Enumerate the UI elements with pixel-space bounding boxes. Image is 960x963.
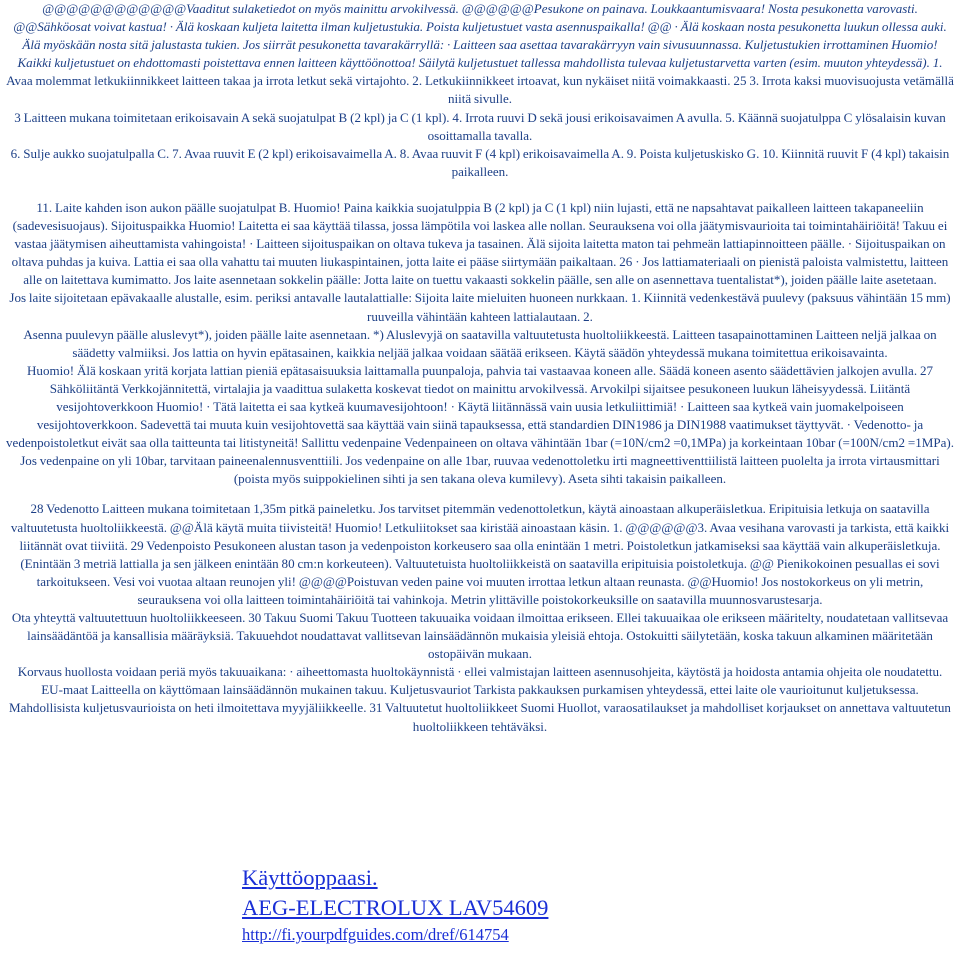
spacer <box>6 181 954 199</box>
document-page <box>6 0 954 963</box>
text-water-inlet-drain: 28 Vedenotto Laitteen mukana toimitetaan 1,35m pitkä paineletku. Jos tarvitset pitemmän vedenottoletkun, käytä ainoastaan alkuperäisletkua. Eripituisia letkuja on saatavilla valtuutetusta huoltoliikkeestä. @@Älä käytä muita tiivisteitä! Huomio! Letkuliitokset saa kiristää ainoastaan käsin. 1. @@@@@@3. Avaa vesihana varovasti ja tarkista, että kaikki liitännät ovat tiiviitä. 29 Vedenpoisto Pesukoneen alustan tason ja vedenpoiston korkeusero saa olla enintään 1 metri. Poistoletkun jatkamiseksi saa käyttää vain alkuperäisletkuja. (Enintään 3 metriä lattialla ja sen jälkeen enintään 80 cm:n korkeuteen). Valtuutetuista huoltoliikkeistä on saatavilla eripituisia poistoletkuja. @@ Pienikokoinen pesuallas ei sovi tarkoitukseen. Vesi voi vuotaa altaan reunojen yli! @@@@Poistuvan veden paine voi muuten irrottaa letkun altaan reunasta. @@Huomio! Jos nostokorkeus on yli metrin, seurauksena voi olla laitteen toimintahäiriöitä tai vahinkoja. Metrin ylittäville poistokorkeuksille on saatavilla muunnosvarustesarja. <box>10 501 950 607</box>
manual-title-link[interactable]: Käyttöoppaasi. <box>242 865 378 890</box>
text-electrical-water: Huomio! Älä koskaan yritä korjata lattian pieniä epätasaisuuksia laittamalla puunpaloja, pahvia tai vastaavaa koneen alle. Säädä koneen asento säädettävien jalkojen avulla. 27 Sähköliitäntä Verkkojännitettä, virtalajia ja vaadittua sulaketta koskevat tiedot on mainittu arvokilvessä. Arvokilpi sijaitsee pesukoneen luukun läheisyydessä. Liitäntä vesijohtoverkkoon Huomio! · Tätä laitetta ei saa kytkeä kuumavesijohtoon! · Käytä liitännässä vain uusia letkuliittimiä! · Laitteen saa kytkeä vain juomakelpoiseen vesijohtoverkkoon. Sadevettä tai muuta kuin vesijohtovettä saa käyttää vain siinä tapauksessa, että standardien DIN1986 ja DIN1988 vaatimukset täyttyvät. · Vedenotto- ja vedenpoistoletkut eivät saa olla taitteunta tai litistyneitä! Sallittu vedenpaine Vedenpaineen on oltava vähintään 1bar (=10N/cm2 =0,1MPa) ja korkeintaan 10bar (=100N/cm2 =1MPa). Jos vedenpaine on yli 10bar, tarvitaan paineenalennusventtiili. Jos vedenpaine on alle 1bar, ruuvaa vedenottoletku irti magneettiventtiilistä laitteen puolelta ja irrota virtausmittari (poista myös suippokielinen sihti ja sen takana oleva kumilevy). Aseta sihti takaisin paikalleen. <box>6 362 954 487</box>
text-leveling: Asenna puulevyn päälle aluslevyt*), joiden päälle laite asennetaan. *) Aluslevyjä on saatavilla valtuutetusta huoltoliikkeestä. Laitteen tasapainottaminen Laitteen neljä jalkaa on säädetty valmiiksi. Jos lattia on hyvin epätasainen, kaikkia neljää jalkaa voidaan säätää erikseen. Käytä säädön yhteydessä mukana toimitettua erikoisavainta. <box>23 326 937 360</box>
text-hose-clips: Avaa molemmat letkukiinnikkeet laitteen takaa ja irrota letkut sekä virtajohto. 2. Letkukiinnikkeet irtoavat, kun nykäiset niitä voimakkaasti. 25 3. Irrota kaksi muovisuojusta vetämällä niitä sivulle. <box>6 73 954 107</box>
footer-links <box>242 863 762 946</box>
text-service: Korvaus huollosta voidaan periä myös takuuaikana: · aiheettomasta huoltokäynnistä · ellei valmistajan laitteen asennusohjeita, käytöstä ja hoidosta antamia ohjeita ole noudatettu. EU-maat Laitteella on käyttömaan lainsäädännön mukainen takuu. Kuljetusvauriot Tarkista pakkauksen purkamisen yhteydessä, ettei laite ole vaurioitunut kuljetuksessa. Mahdollisista kuljetusvaurioista on heti ilmoitettava myyjäliikkeelle. 31 Valtuutetut huoltoliikkeet Suomi Huollot, varaosatilaukset ja mahdolliset korjaukset on annettava valtuutetun huoltoliikkeen tehtäväksi. <box>9 664 951 734</box>
text-unstable-floor: Jos laite sijoitetaan epävakaalle alustalle, esim. periksi antavalle lautalattialle: Sijoita laite mieluiten huoneen nurkkaan. 1. Kiinnitä vedenkestävä puulevy (paksuus vähintään 15 mm) ruuveilla vähintään kahteen lattialautaan. 2. <box>9 290 951 324</box>
model-link[interactable]: AEG-ELECTROLUX LAV54609 <box>242 895 549 920</box>
spacer <box>6 488 954 500</box>
text-screws-removal: 6. Sulje aukko suojatulpalla C. 7. Avaa ruuvit E (2 kpl) erikoisavaimella A. 8. Avaa ruuvit F (4 kpl) erikoisavaimella A. 9. Poista kuljetuskisko G. 10. Kiinnitä ruuvit F (4 kpl) takaisin paikalleen. <box>10 145 950 179</box>
source-url-link[interactable]: http://fi.yourpdfguides.com/dref/614754 <box>242 925 509 944</box>
text-warranty: Ota yhteyttä valtuutettuun huoltoliikkeeseen. 30 Takuu Suomi Takuu Tuotteen takuuaika voidaan ilmoittaa erikseen. Ellei takuuaikaa ole erikseen määritelty, noudatetaan vallitsevaa lainsäädäntöä ja kansallisia määräyksiä. Takuuehdot noudattavat vallitsevan lainsäädännön mukaisia yleisiä ehtoja. Ostokuitti säilytetään, koska takuun alkaminen määritetään ostopäivän mukaan. <box>11 610 949 662</box>
text-safety-transport: @@@@@@@@@@@@Vaaditut sulaketiedot on myös mainittu arvokilvessä. @@@@@@Pesukone on painava. Loukkaantumisvaara! Nosta pesukonetta varovasti. @@Sähköosat voivat kastua! · Älä koskaan kuljeta laitetta ilman kuljetustukia. Poista kuljetustuet vasta asennuspaikalla! @@ · Älä koskaan nosta pesukonetta luukun ollessa auki. Älä myöskään nosta sitä jalustasta tukien. Jos siirrät pesukonetta tavarakärryllä: · Laitteen saa asettaa tavarakärryyn vain sivusuunnassa. Kuljetustukien irrottaminen Huomio! Kaikki kuljetustuet on ehdottomasti poistettava ennen laitteen käyttöönottoa! Säilytä kuljetustuet tallessa mahdollista tulevaa kuljetustarvetta varten (esim. muuton yhteydessä). 1. <box>13 1 947 71</box>
text-placement: 11. Laite kahden ison aukon päälle suojatulpat B. Huomio! Paina kaikkia suojatulppia B (2 kpl) ja C (1 kpl) niin lujasti, että ne napsahtavat paikalleen laitteen takapaneeliin (sadevesisuojaus). Sijoituspaikka Huomio! Laitetta ei saa käyttää tilassa, jossa lämpötila voi laskea alle nollan. Seurauksena voi olla jäätymisvaurioita tai toimintahäiriöitä! Takuu ei vastaa jäätymisen aiheuttamista vahingoista! · Laitteen sijoituspaikan on oltava tukeva ja tasainen. Älä sijoita laitetta maton tai pehmeän lattiapinnoitteen päälle. · Sijoituspaikan on oltava puhdas ja kuiva. Lattia ei saa olla vahattu tai muuten liukaspintainen, jotta laite ei pääse siirtymään paikaltaan. 26 · Jos lattiamateriaali on pienistä paloista valmistettu, laitteen alle on laitettava kumimatto. Jos laite asennetaan sokkelin päälle: Jotta laite on tuettu vakaasti sokkelin päälle, sen alle on asennettava tuentalistat*), joiden päälle laite asetetaan. <box>11 199 949 288</box>
text-special-key: 3 Laitteen mukana toimitetaan erikoisavain A sekä suojatulpat B (2 kpl) ja C (1 kpl). 4. Irrota ruuvi D sekä jousi erikoisavaimen A avulla. 5. Käännä suojatulppa C ylösalaisin kuvan osoittamalla tavalla. <box>14 109 946 143</box>
